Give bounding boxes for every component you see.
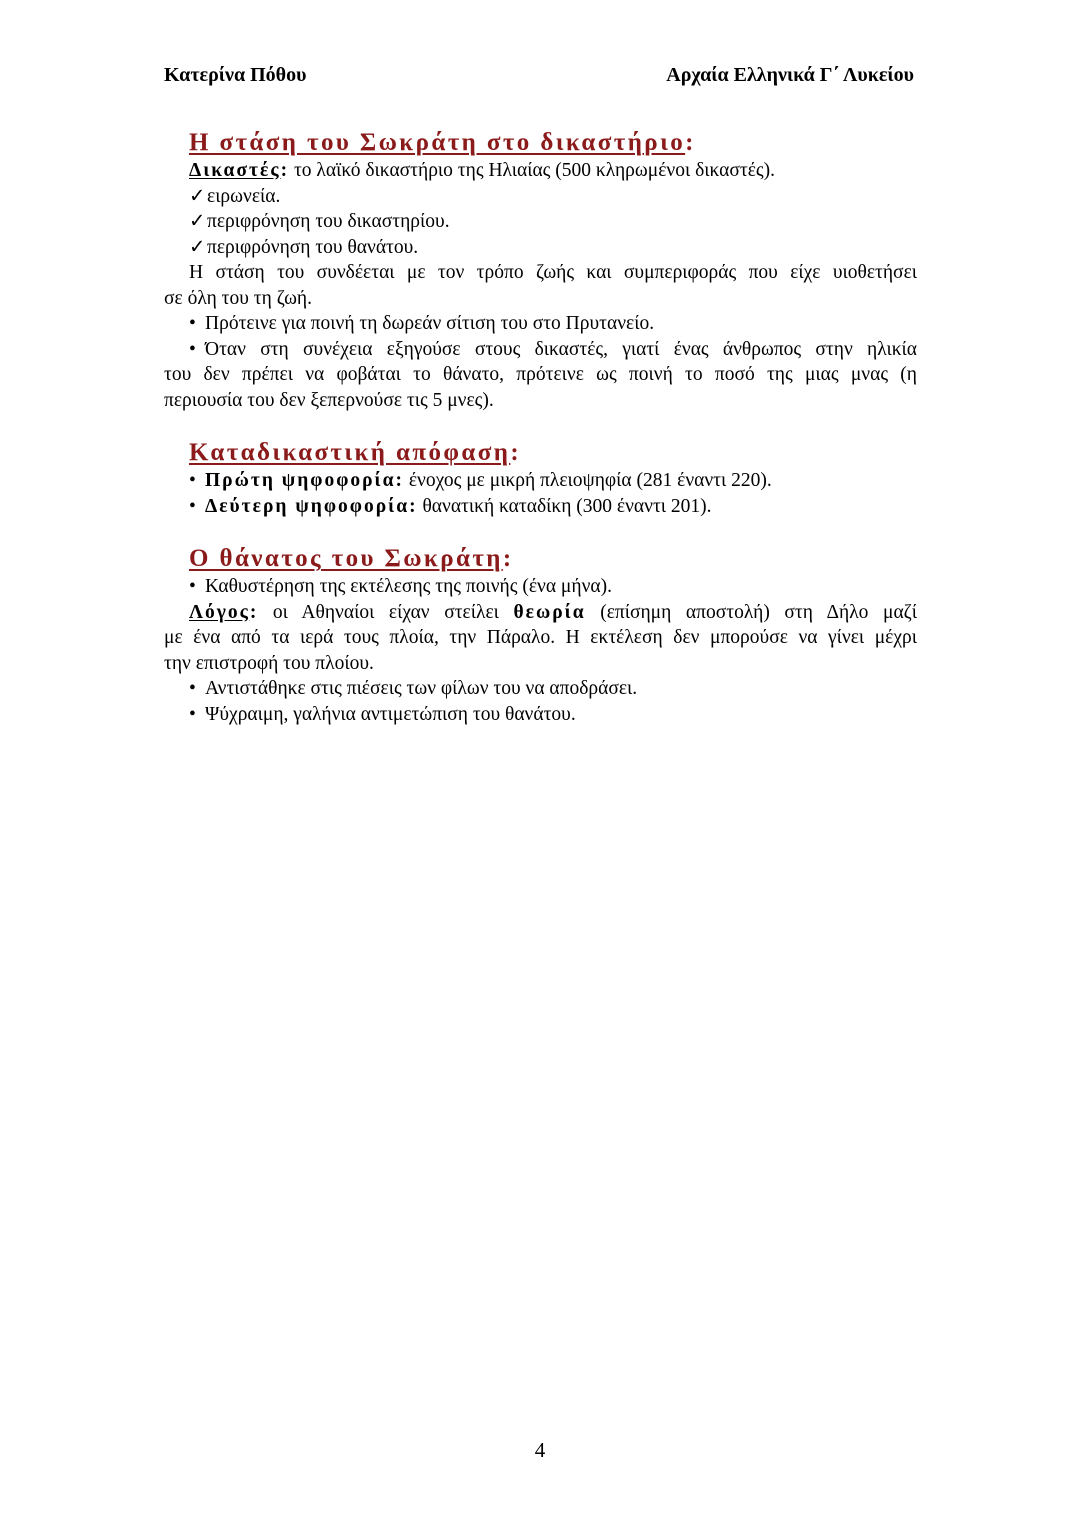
section-title-trial-stance: Η στάση του Σωκράτη στο δικαστήριο — [189, 129, 686, 156]
bullet-item — [164, 337, 917, 363]
judges-label: Δικαστές — [189, 160, 281, 181]
bullet-icon: • — [189, 576, 196, 597]
bullet-continuation: του δεν πρέπει να φοβάται το θάνατο, πρότεινε ως ποινή το ποσό της μιας μνας (η — [164, 364, 917, 385]
section-title-colon: : — [685, 129, 696, 156]
bullet-icon: • — [189, 495, 196, 517]
section-title-death: Ο θάνατος του Σωκράτη — [189, 545, 503, 572]
vote2-text: θανατική καταδίκη (300 έναντι 201). — [417, 495, 712, 517]
vote1-label: Πρώτη ψηφοφορία: — [205, 470, 404, 491]
section-heading-verdict — [164, 438, 917, 468]
section-heading-trial-stance — [164, 128, 917, 158]
stance-paragraph-line1: Η στάση του συνδέεται με τον τρόπο ζωής και συμπεριφοράς που είχε υιοθετήσει — [189, 262, 917, 283]
reason-line1 — [164, 600, 917, 626]
bullet-item — [164, 494, 917, 520]
reason-line3: την επιστροφή του πλοίου. — [164, 652, 374, 674]
page-number: 4 — [534, 1438, 546, 1462]
document-body — [164, 128, 917, 727]
vote2-label: Δεύτερη ψηφοφορία: — [205, 495, 418, 517]
check-item-text: περιφρόνηση του θανάτου. — [207, 236, 419, 258]
bullet-item-text: Πρότεινε για ποινή τη δωρεάν σίτιση του στο Πρυτανείο. — [205, 313, 655, 334]
bullet-item — [164, 702, 917, 728]
bullet-item-text: Ψύχραιμη, γαλήνια αντιμετώπιση του θανάτου. — [205, 703, 576, 725]
bullet-item-text: Καθυστέρηση της εκτέλεσης της ποινής (ένα μήνα). — [205, 576, 612, 597]
bullet-item — [164, 311, 917, 337]
check-icon: ✓ — [189, 211, 206, 232]
section-title-colon: : — [510, 439, 521, 466]
check-item — [164, 235, 917, 261]
bullet-item-text: Όταν στη συνέχεια εξηγούσε στους δικαστές, γιατί ένας άνθρωπος στην ηλικία — [205, 338, 917, 360]
bullet-icon: • — [189, 678, 196, 699]
header-author: Κατερίνα Πόθου — [164, 64, 307, 86]
bullet-icon: • — [189, 338, 196, 360]
section-title-verdict: Καταδικαστική απόφαση — [189, 439, 511, 466]
bullet-icon: • — [189, 313, 196, 334]
bullet-item — [164, 676, 917, 702]
check-item-text: περιφρόνηση του δικαστηρίου. — [207, 211, 450, 232]
stance-paragraph-line2: σε όλη του τη ζωή. — [164, 287, 312, 309]
bullet-icon: • — [189, 703, 196, 725]
check-icon: ✓ — [189, 185, 206, 207]
bullet-item — [164, 574, 917, 600]
reason-bold-term: θεωρία — [513, 601, 586, 623]
section-heading-death — [164, 544, 917, 574]
judges-line — [164, 158, 917, 184]
reason-line2: με ένα από τα ιερά τους πλοία, την Πάραλο. Η εκτέλεση δεν μπορούσε να γίνει μέχρι — [164, 627, 917, 648]
reason-text: (επίσημη αποστολή) στη Δήλο μαζί — [585, 601, 917, 623]
bullet-continuation: περιουσία του δεν ξεπερνούσε τις 5 μνες). — [164, 389, 494, 411]
judges-colon: : — [280, 160, 290, 181]
check-item — [164, 184, 917, 210]
page-header — [164, 64, 914, 92]
vote1-text: ένοχος με μικρή πλειοψηφία (281 έναντι 220). — [403, 470, 772, 491]
check-item-text: ειρωνεία. — [207, 185, 281, 207]
bullet-icon: • — [189, 470, 196, 491]
bullet-item-text: Αντιστάθηκε στις πιέσεις των φίλων του να αποδράσει. — [205, 678, 638, 699]
check-item — [164, 209, 917, 235]
spacer — [164, 413, 917, 438]
bullet-item — [164, 468, 917, 494]
spacer — [164, 519, 917, 544]
check-icon: ✓ — [189, 236, 206, 258]
reason-text: οι Αθηναίοι είχαν στείλει — [258, 601, 514, 623]
header-course: Αρχαία Ελληνικά Γ΄ Λυκείου — [666, 64, 914, 86]
judges-text: το λαϊκό δικαστήριο της Ηλιαίας (500 κληρωμένοι δικαστές). — [289, 160, 776, 181]
section-title-colon: : — [502, 545, 514, 572]
reason-colon: : — [249, 601, 259, 623]
reason-label: Λόγος — [189, 601, 250, 623]
